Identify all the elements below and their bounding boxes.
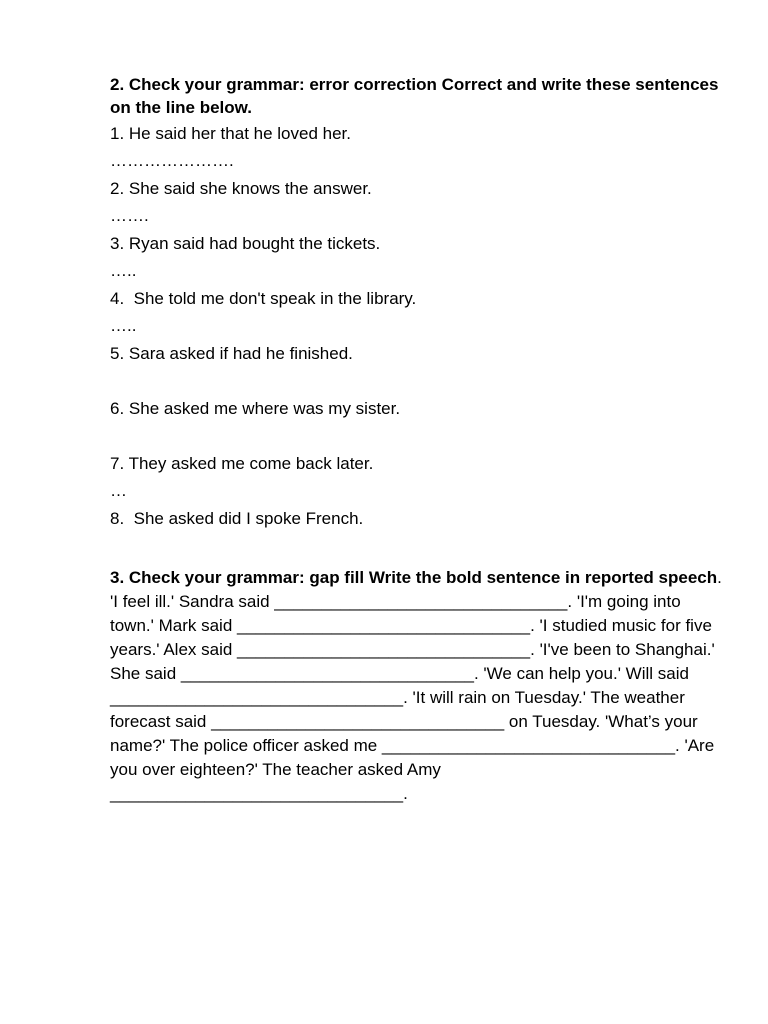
- list-item: 6. She asked me where was my sister.: [110, 399, 401, 418]
- section-2-heading: 2. Check your grammar: error correction Correct and write these sentences on the line below.: [110, 75, 719, 117]
- list-item: 8. She asked did I spoke French.: [110, 509, 364, 528]
- answer-dots: [110, 368, 722, 394]
- list-item: 5. Sara asked if had he finished.: [110, 344, 353, 363]
- section-3-paragraph: [110, 566, 722, 806]
- answer-dots: …: [110, 481, 127, 500]
- list-item: 7. They asked me come back later.: [110, 454, 374, 473]
- section-2-list: [110, 119, 722, 559]
- answer-dots: …….: [110, 206, 149, 225]
- answer-dots: [110, 533, 722, 559]
- answer-dots: [110, 423, 722, 449]
- section-3-body: . 'I feel ill.' Sandra said _______________________________. 'I'm going into town.' Mark said _______________________________. 'I studied music for five years.' Alex said _______________________________. 'I've been to Shanghai.' She said _______________________________. 'We can help you.' Will said _______________________________. 'It will rain on Tuesday.' The weather forecast said _______________________________ on Tuesday. 'What’s your name?' The police officer asked me _______________________________. 'Are you over eighteen?' The teacher asked Amy _______________________________.: [110, 568, 722, 803]
- section-3-heading: 3. Check your grammar: gap fill Write the bold sentence in reported speech: [110, 568, 718, 587]
- list-item: 4. She told me don't speak in the library.: [110, 289, 417, 308]
- answer-dots: …..: [110, 261, 137, 280]
- answer-dots: …..: [110, 316, 137, 335]
- list-item: 3. Ryan said had bought the tickets.: [110, 234, 381, 253]
- answer-dots: ………………….: [110, 151, 234, 170]
- list-item: 2. She said she knows the answer.: [110, 179, 372, 198]
- worksheet-page: [110, 73, 722, 823]
- list-item: 1. He said her that he loved her.: [110, 124, 351, 143]
